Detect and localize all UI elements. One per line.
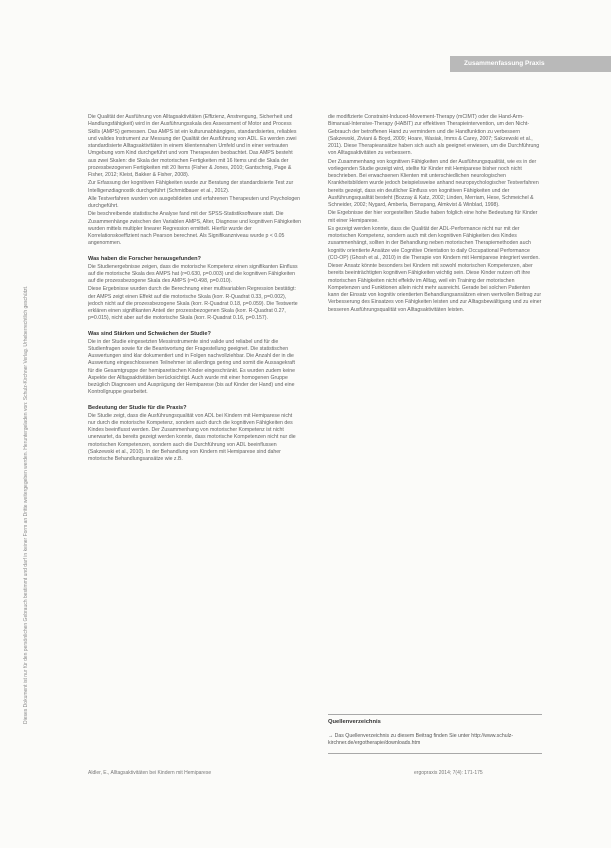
sidebar-copyright (22, 102, 32, 724)
paragraph: Der Zusammenhang von kognitiven Fähigkeiten und der Ausführungsqualität, wie es in der vorliegenden Studie gezeigt wird, stellte für Kinder mit Hemiparese bisher noch nicht beschrieben. Bei erwachsenen Klienten mit unterschiedlichen neurologischen Krankheitsbildern wurde jedoch beispielsweise anhand neuropsychologischer Testverfahren bereits gezeigt, dass ein deutlicher Einfluss von kognitiven Fähigkeiten und der Ausführungsqualität besteht (Bozzay & Katz, 2002; Linden, Merriam, Hese, Schmeichel & Schneider, 2002; Nygard, Amberla, Bernspang, Almkvist & Winblad, 1998). (328, 158, 539, 208)
paragraph: Diese Ergebnisse wurden durch die Berechnung einer multivariablen Regression bestätigt: der AMPS zeigt einen Effekt auf die motorische Skala (korr. R-Quadrat 0.33, p=0.002), jedoch nicht auf die prozessbezogene Skala (korr. R-Quadrat 0.18, p=0.059). Die Testwerte erklären einen signifikanten Anteil der prozessbezogenen Skala (korr. R-Quadrat 0.27, p=0.015), nicht aber auf die motorische Skala (korr. R-Quadrat 0.16, p=0.157). (88, 286, 298, 322)
paragraph: Die Studie zeigt, dass die Ausführungsqualität von ADL bei Kindern mit Hemiparese nicht nur durch die motorische Kompetenz, sondern auch durch die kognitiven Fähigkeiten des Kindes beeinflusst werden. Der Zusammenhang von motorischer Kompetenz ist nicht unerwartet, da bereits gezeigt werden konnte, dass motorische Kompetenzen nicht nur die motorischen Kompetenzen, sondern auch die Durchführung von ADL beeinflussen (Sakzewski et al., 2010). In der Behandlung von Kindern mit Hemiparese sind daher motorische Behandlungsansätze wie z.B. (88, 412, 296, 462)
left-column (88, 114, 301, 750)
paragraph: Es gezeigt werden konnte, dass die Qualität der ADL-Performance nicht nur mit der motorischen Kompetenz, sondern auch mit den kognitiven Fähigkeiten des Kindes zusammenhängt, sollten in der Behandlung neben motorischen Therapiemethoden auch kognitiv orientierte Ansätze wie Cognitive Orientation to daily Occupational Performance (CO-OP) (Ghosh et al., 2010) in die Therapie von Kindern mit Hemiparese integriert werden. (328, 225, 540, 261)
references-title: Quellenverzeichnis (328, 719, 381, 725)
section-heading-strengths: Was sind Stärken und Schwächen der Studie? (88, 330, 211, 337)
right-column (328, 114, 542, 464)
paragraph: Dieser Ansatz könnte besonders bei Kindern mit sowohl motorischen Kompetenzen, aber bereits beeinträchtigten kognitiven Fähigkeiten wichtig sein. Diese Kinder nutzen oft ihre motorischen Fähigkeiten nicht effektiv im Alltag, weil ein Training der motorischen Kompetenzen und Funktionen allein nicht mehr ausreicht. Gerade bei solchen Patienten kann der Einsatz von kognitiv orientierten Behandlungsansätzen einen wertvollen Beitrag zur Verbesserung des Einsatzes von Fähigkeiten leisten und zur Alltagsbewältigung und zu einer besseren Ausführungsqualität von Alltagsaktivitäten leisten. (328, 263, 542, 313)
footer-journal: ergopraxis 2014; 7(4): 171-175 (414, 770, 483, 776)
paragraph: Die beschreibende statistische Analyse fand mit der SPSS-Statistiksoftware statt. Die Zusammenhänge zwischen den Variablen AMPS, Alter, Diagnose und kognitiven Fähigkeiten wurden mittels multipler linearer Regression ermittelt. Hierfür wurde der Korrelationskoeffizient nach Pearson berechnet. Als Signifikanzniveau wurde p < 0.05 angenommen. (88, 211, 301, 247)
footer-citation: Aldler, E., Alltagsaktivitäten bei Kindern mit Hemiparese (88, 770, 212, 776)
paragraph: Die Qualität der Ausführung von Alltagsaktivitäten (Effizienz, Anstrengung, Sicherheit und Handlungsfähigkeit) wird in der Ausführungsskala des Assessment of Motor and Process Skills (AMPS) gemessen. Das AMPS ist ein kulturunabhängiges, standardisiertes, reliables und valides Instrument zur Messung der Qualität der Ausführung von ADL. Es werden zwei standardisierte Alltagsaktivitäten in einem klientennahen Umfeld und in einer vertrauten Umgebung vom Kind durchgeführt und vom Therapeuten beobachtet. Das AMPS besteht aus zwei Skalen: die Skala der motorischen Fertigkeiten mit 16 Items und die Skala der prozessbezogenen Fertigkeiten mit 20 Items (Fisher & Jones, 2010; Gantschnig, Page & Fisher, 2012; Kleist, Bakker & Fisher, 2008). (88, 114, 297, 178)
references-link[interactable]: → Das Quellenverzeichnis zu diesem Beitrag finden Sie unter http://www.schulz-kirchner.de/ergotherapie/downloads.htm (328, 733, 514, 746)
paragraph: Die Studienergebnisse zeigen, dass die motorische Kompetenz einen signifikanten Einfluss auf die motorische Skala des AMPS hat (r=0.630, p=0.003) und die kognitiven Fähigkeiten auf die prozessbezogene Skala des AMPS (r=0.498, p=0.010). (88, 263, 298, 284)
paragraph: die modifizierte Constraint-Induced-Movement-Therapy (mCIMT) oder die Hand-Arm-Bimanual-Intensive-Therapy (HABIT) zur effektiven Therapieintervention, um den Nicht-Gebrauch der betroffenen Hand zu vermindern und die Handfunktion zu verbessern (Sakzewski, Ziviani & Boyd, 2009; Hoare, Wasiak, Imms & Carey, 2007; Sakzewski et al., 2011). Diese Therapieansätze haben sich auch als geeignet erwiesen, um die Durchführung von Alltagsaktivitäten zu verbessern. (328, 114, 540, 157)
paragraph: Zur Erfassung der kognitiven Fähigkeiten wurde zur Beratung der standardisierte Test zur Intelligenzdiagnostik durchgeführt (Schmidbauer et al., 2012). (88, 180, 294, 194)
references-box (328, 714, 542, 754)
paragraph: Die Ergebnisse der hier vorgestellten Studie haben folglich eine hohe Bedeutung für Kinder mit einer Hemiparese. (328, 210, 538, 224)
paragraph: Alle Testverfahren wurden von ausgebildeten und erfahrenen Therapeuten und Psychologen durchgeführt. (88, 195, 301, 209)
section-tab: Zusammenfassung Praxis (450, 56, 611, 72)
section-heading-findings: Was haben die Forscher herausgefunden? (88, 255, 201, 262)
section-heading-practice: Bedeutung der Studie für die Praxis? (88, 404, 187, 411)
paragraph: Die in der Studie eingesetzten Messinstrumente sind valide und reliabel und für die Studienfragen sowie für die Beantwortung der Fragestellung geeignet. Die statistischen Auswertungen sind klar dokumentiert und in Folgen nachvollziehbar. Die Anzahl der in die Auswertung eingeschlossenen Teilnehmer ist allerdings gering und somit die Aussagekraft für die Gesamtgruppe der hemiparetischen Kinder eingeschränkt. Es wurden zudem keine Aspekte der Alltagsaktivitäten berücksichtigt. Auch wurde mit einer homogenen Gruppe bezüglich Diagnosen und Ausprägung der Hemiparese (bis auf Kinder der Hand) und eine Kontrollgruppe gearbeitet. (88, 338, 296, 396)
sidebar-copyright-text: Dieses Dokument ist nur für den persönlichen Gebrauch bestimmt und darf in keiner Form an Dritte weitergegeben werden. Heruntergeladen von: Schulz-Kirchner Verlag. Urheberrechtlich geschützt. (23, 285, 29, 724)
